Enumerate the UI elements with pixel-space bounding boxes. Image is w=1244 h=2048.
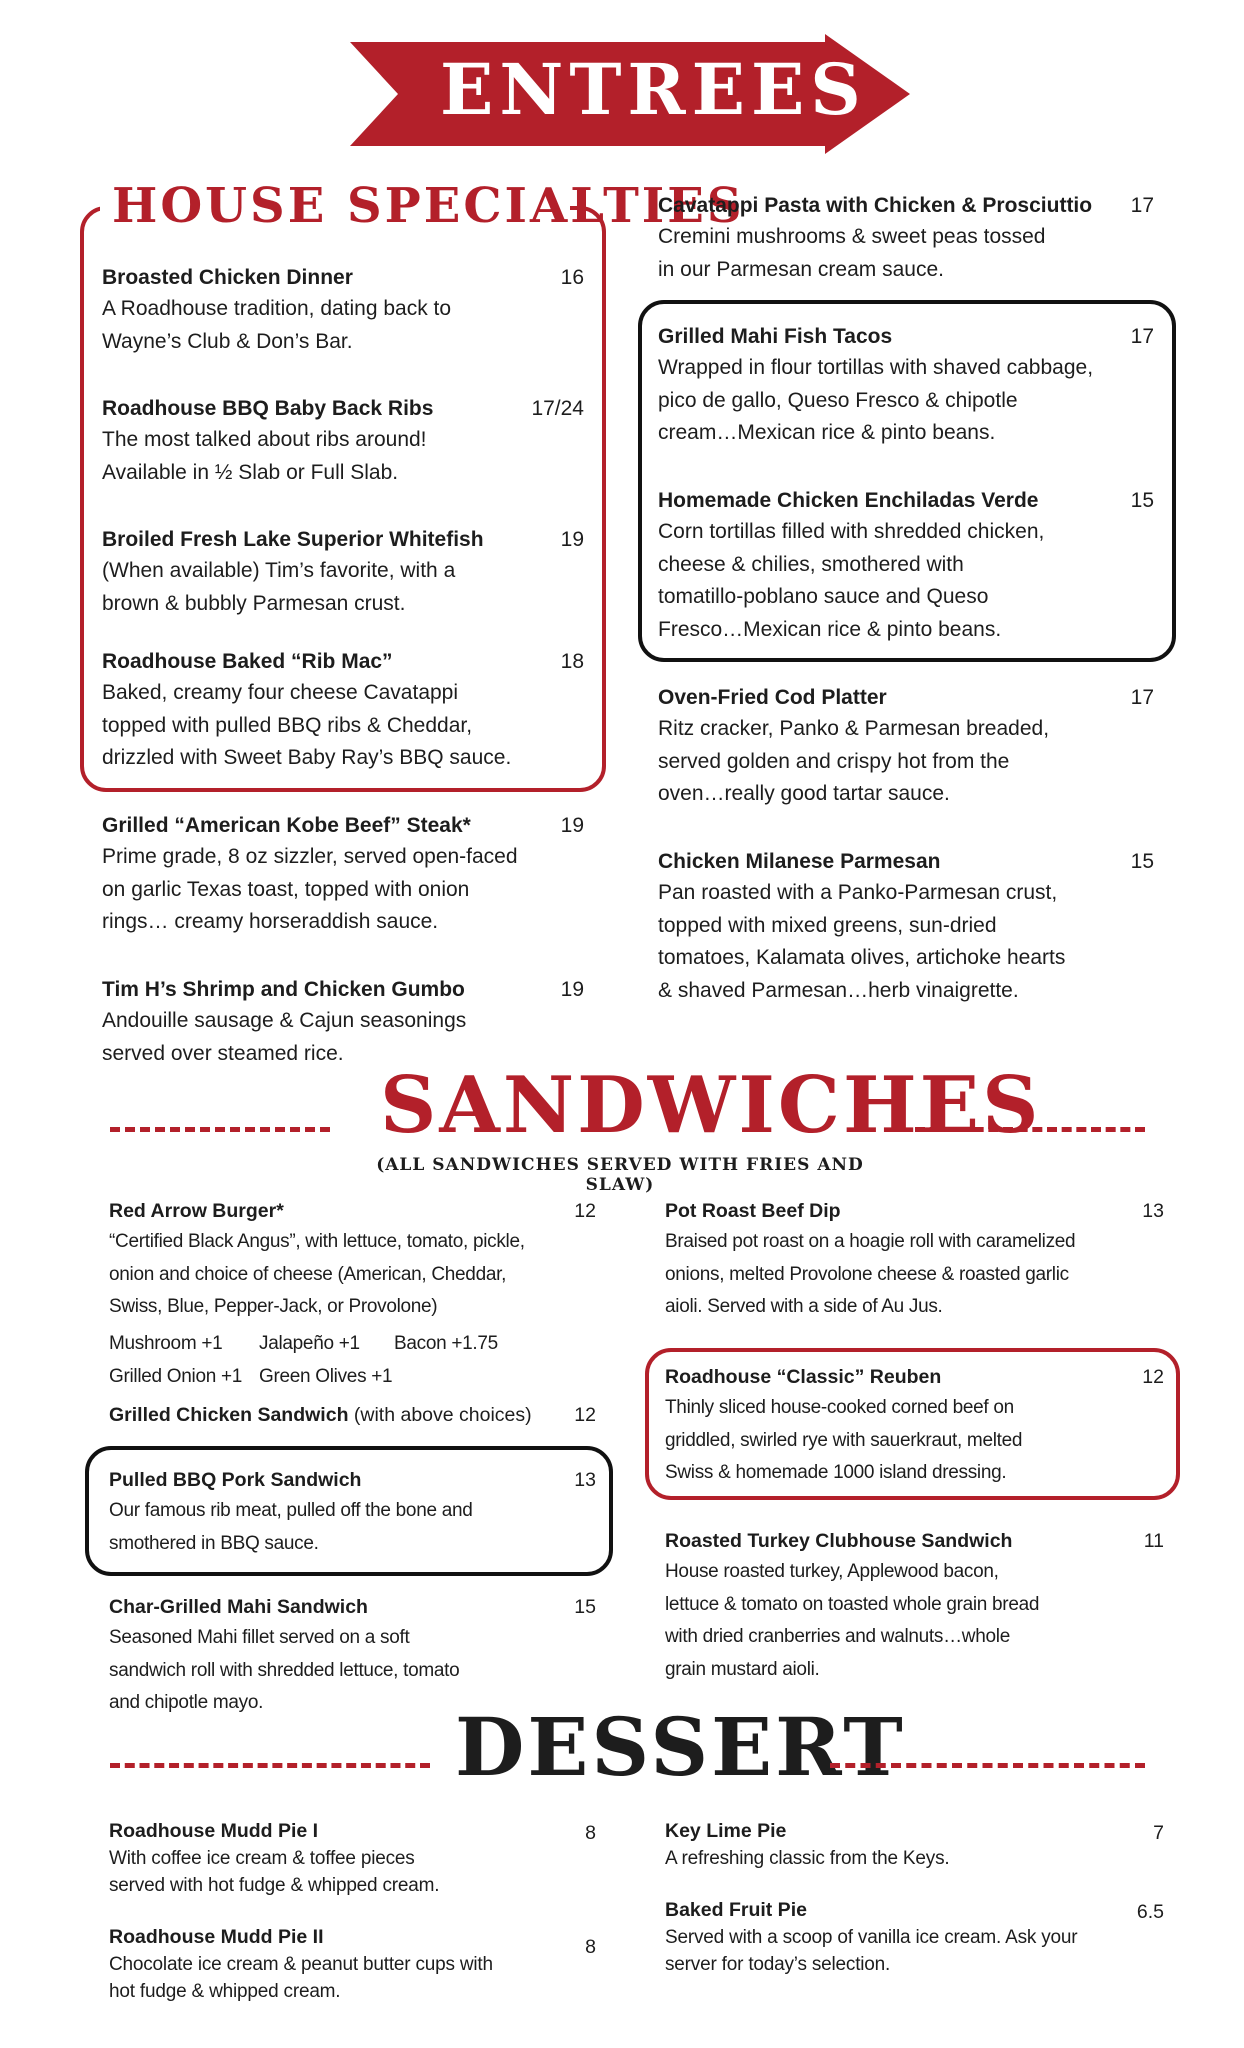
item-description-line: with dried cranberries and walnuts…whole (665, 1626, 1010, 1647)
item-name: Roadhouse Mudd Pie II (109, 1926, 324, 1948)
addon-grilled-onion: Grilled Onion +1 (109, 1365, 243, 1387)
item-description-line: rings… creamy horseraddish sauce. (102, 910, 439, 933)
item-description-line: smothered in BBQ sauce. (109, 1532, 319, 1554)
item-description-line: Chocolate ice cream & peanut butter cups with (109, 1954, 493, 1975)
item-description-line: served golden and crispy hot from the (658, 749, 1010, 773)
item-description-line: “Certified Black Angus”, with lettuce, tomato, pickle, (109, 1231, 525, 1252)
item-description-line: onion and choice of cheese (American, Cheddar, (109, 1263, 507, 1285)
item-name: Baked Fruit Pie (665, 1899, 807, 1921)
sandwiches-note: (ALL SANDWICHES SERVED WITH FRIES AND SLAW) (376, 1155, 864, 1195)
item-description-line: server for today’s selection. (665, 1954, 891, 1975)
item-description-line: Served with a scoop of vanilla ice cream. Ask your (665, 1927, 1078, 1948)
item-description-line: Thinly sliced house-cooked corned beef on (665, 1397, 1014, 1418)
house-specialties-heading: HOUSE SPECIALTIES (112, 178, 745, 234)
item-price: 8 (585, 1822, 596, 1844)
divider-dash-left (110, 1127, 330, 1132)
item-description-line: served with hot fudge & whipped cream. (109, 1875, 440, 1896)
item-price: 12 (574, 1404, 596, 1426)
item-price: 17/24 (531, 397, 584, 420)
item-name: Pot Roast Beef Dip (665, 1200, 841, 1222)
item-description-line: griddled, swirled rye with sauerkraut, melted (665, 1429, 1023, 1451)
item-name: Roadhouse “Classic” Reuben (665, 1366, 942, 1388)
menu-item-grilled-chicken (109, 1400, 629, 1430)
item-price: 17 (1130, 194, 1154, 217)
item-description-line: Swiss & homemade 1000 island dressing. (665, 1462, 1007, 1483)
addon-bacon: Bacon +1.75 (394, 1333, 498, 1354)
item-price: 12 (1142, 1366, 1164, 1388)
item-description-line: onions, melted Provolone cheese & roasted garlic (665, 1263, 1069, 1285)
item-price: 15 (1130, 850, 1154, 873)
item-price: 19 (560, 528, 584, 551)
item-price: 19 (560, 814, 584, 837)
item-price: 7 (1153, 1822, 1164, 1844)
item-description-line: & shaved Parmesan…herb vinaigrette. (658, 978, 1019, 1002)
item-description-line: grain mustard aioli. (665, 1658, 820, 1680)
item-description-line: and chipotle mayo. (109, 1692, 264, 1713)
item-description-line: Baked, creamy four cheese Cavatappi (102, 681, 459, 704)
item-price: 8 (585, 1936, 596, 1958)
item-name: Red Arrow Burger* (109, 1200, 284, 1222)
item-name: Roadhouse Baked “Rib Mac” (102, 650, 393, 673)
item-description-line: (When available) Tim’s favorite, with a (102, 559, 456, 582)
item-name: Tim H’s Shrimp and Chicken Gumbo (102, 978, 465, 1001)
item-name: Homemade Chicken Enchiladas Verde (658, 489, 1039, 512)
item-price: 13 (574, 1469, 596, 1491)
item-description-line: Ritz cracker, Panko & Parmesan breaded, (658, 717, 1050, 740)
item-description-line: A refreshing classic from the Keys. (665, 1848, 950, 1869)
item-description-line: Andouille sausage & Cajun seasonings (102, 1009, 467, 1032)
item-name: Chicken Milanese Parmesan (658, 850, 941, 873)
item-note: (with above choices) (348, 1404, 532, 1426)
item-description-line: House roasted turkey, Applewood bacon, (665, 1561, 999, 1582)
item-name: Grilled Chicken Sandwich (109, 1404, 349, 1426)
item-price: 11 (1143, 1530, 1164, 1552)
item-price: 15 (574, 1596, 596, 1618)
item-price: 17 (1130, 325, 1154, 348)
item-name: Broiled Fresh Lake Superior Whitefish (102, 528, 484, 551)
item-price: 19 (560, 978, 584, 1001)
item-description-line: Prime grade, 8 oz sizzler, served open-faced (102, 845, 518, 868)
item-name: Key Lime Pie (665, 1820, 787, 1842)
item-description-line: served over steamed rice. (102, 1041, 344, 1065)
addon-jalapeno: Jalapeño +1 (259, 1333, 360, 1354)
item-price: 6.5 (1136, 1901, 1164, 1923)
item-description-line: tomatillo-poblano sauce and Queso (658, 585, 989, 608)
item-description-line: cream…Mexican rice & pinto beans. (658, 421, 996, 444)
item-description-line: cheese & chilies, smothered with (658, 552, 964, 576)
dessert-heading: DESSERT (455, 1700, 906, 1794)
item-name: Pulled BBQ Pork Sandwich (109, 1469, 362, 1491)
entrees-heading: ENTREES (440, 48, 867, 131)
item-description-line: oven…really good tartar sauce. (658, 782, 950, 805)
divider-dash-left (110, 1763, 430, 1768)
item-description-line: brown & bubbly Parmesan crust. (102, 591, 406, 615)
item-price: 17 (1130, 686, 1154, 709)
item-price: 15 (1130, 489, 1154, 512)
divider-dash-right (830, 1763, 1145, 1768)
item-description-line: pico de gallo, Queso Fresco & chipotle (658, 388, 1018, 412)
item-name: Roadhouse Mudd Pie I (109, 1820, 319, 1842)
item-name: Cavatappi Pasta with Chicken & Prosciuttio (658, 194, 1093, 217)
item-description-line: sandwich roll with shredded lettuce, tomato (109, 1659, 460, 1681)
addon-green-olives: Green Olives +1 (259, 1365, 393, 1387)
item-price: 16 (560, 266, 584, 289)
addon-mushroom: Mushroom +1 (109, 1333, 223, 1354)
item-name: Grilled “American Kobe Beef” Steak* (102, 814, 471, 837)
item-description-line: hot fudge & whipped cream. (109, 1981, 341, 2002)
sandwiches-heading: SANDWICHES (380, 1060, 1042, 1151)
divider-dash-right (915, 1127, 1145, 1132)
item-description-line: Swiss, Blue, Pepper-Jack, or Provolone) (109, 1296, 438, 1317)
item-description-line: The most talked about ribs around! (102, 428, 427, 451)
item-description-line: Wrapped in flour tortillas with shaved cabbage, (658, 356, 1094, 379)
item-description-line: Pan roasted with a Panko-Parmesan crust, (658, 881, 1058, 904)
item-price: 18 (560, 650, 584, 673)
item-name: Broasted Chicken Dinner (102, 266, 353, 289)
item-description-line: Corn tortillas filled with shredded chicken, (658, 520, 1045, 543)
burger-addons (109, 1328, 629, 1393)
item-description-line: Available in ½ Slab or Full Slab. (102, 460, 399, 484)
item-description-line: Cremini mushrooms & sweet peas tossed (658, 225, 1046, 248)
item-description-line: Our famous rib meat, pulled off the bone and (109, 1500, 473, 1521)
item-description-line: on garlic Texas toast, topped with onion (102, 877, 470, 901)
item-description-line: Wayne’s Club & Don’s Bar. (102, 329, 353, 353)
item-name: Roadhouse BBQ Baby Back Ribs (102, 397, 434, 420)
item-description-line: With coffee ice cream & toffee pieces (109, 1848, 415, 1869)
item-price: 13 (1142, 1200, 1164, 1222)
item-description-line: lettuce & tomato on toasted whole grain bread (665, 1593, 1040, 1615)
item-description-line: aioli. Served with a side of Au Jus. (665, 1296, 943, 1317)
item-price: 12 (574, 1200, 596, 1222)
item-description-line: drizzled with Sweet Baby Ray’s BBQ sauce. (102, 746, 512, 769)
item-description-line: Fresco…Mexican rice & pinto beans. (658, 617, 1002, 641)
item-description-line: A Roadhouse tradition, dating back to (102, 297, 452, 320)
item-description-line: in our Parmesan cream sauce. (658, 257, 944, 281)
item-description-line: Braised pot roast on a hoagie roll with caramelized (665, 1231, 1076, 1252)
item-name: Grilled Mahi Fish Tacos (658, 325, 893, 348)
item-description-line: Seasoned Mahi fillet served on a soft (109, 1627, 410, 1648)
item-description-line: topped with mixed greens, sun-dried (658, 913, 997, 937)
item-description-line: topped with pulled BBQ ribs & Cheddar, (102, 713, 473, 737)
item-description-line: tomatoes, Kalamata olives, artichoke hearts (658, 946, 1066, 969)
item-name: Oven-Fried Cod Platter (658, 686, 887, 709)
item-name: Roasted Turkey Clubhouse Sandwich (665, 1530, 1013, 1552)
item-name: Char-Grilled Mahi Sandwich (109, 1596, 368, 1618)
